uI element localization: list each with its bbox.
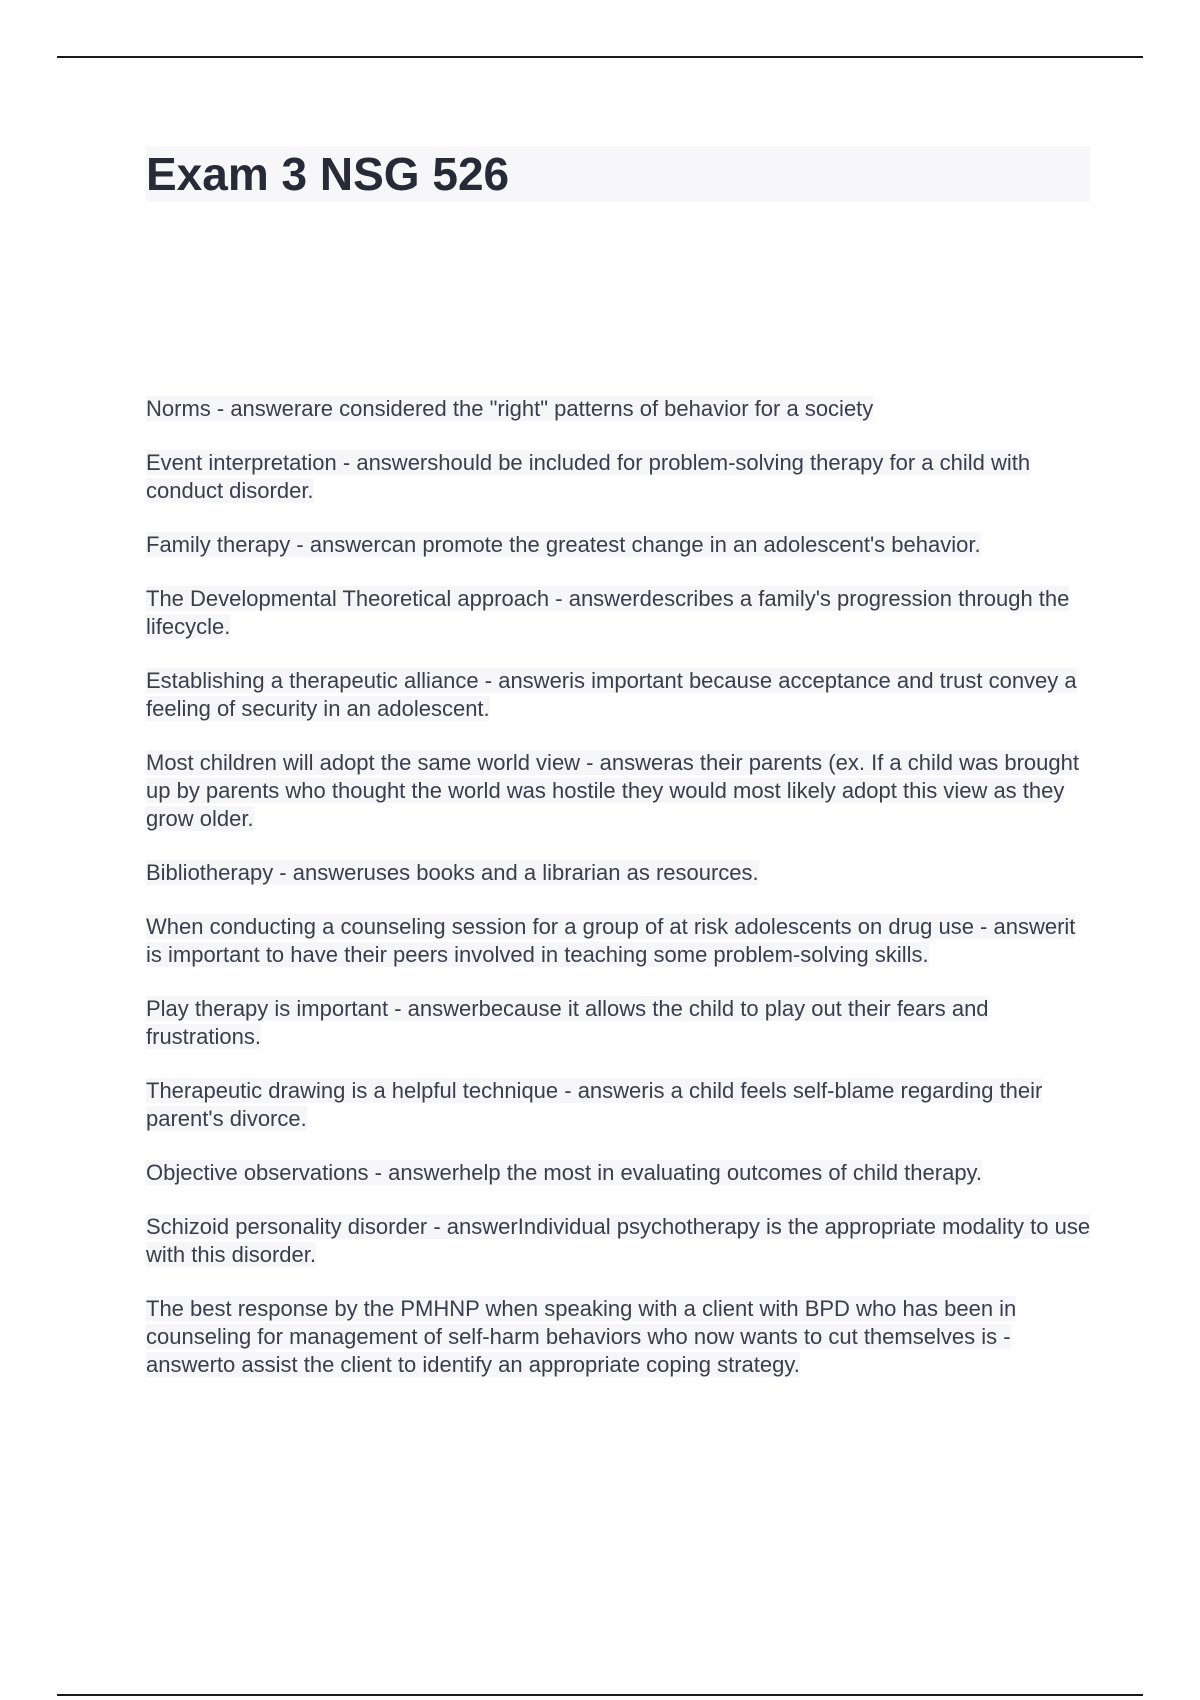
qa-item: [146, 449, 1092, 505]
qa-item-text: The best response by the PMHNP when speaking with a client with BPD who has been in counseling for management of self-harm behaviors who now wants to cut themselves is - answerto assist the client to identify an appropriate coping strategy.: [146, 1296, 1017, 1377]
qa-item-text: Bibliotherapy - answeruses books and a librarian as resources.: [146, 860, 759, 885]
qa-item-text: Norms - answerare considered the "right" patterns of behavior for a society: [146, 396, 874, 421]
qa-item-text: Objective observations - answerhelp the most in evaluating outcomes of child therapy.: [146, 1160, 983, 1185]
qa-item: [146, 667, 1092, 723]
qa-item: [146, 1077, 1092, 1133]
qa-item: [146, 585, 1092, 641]
qa-item: [146, 395, 1092, 423]
qa-item: [146, 1213, 1092, 1269]
qa-item: [146, 749, 1092, 833]
qa-item-text: The Developmental Theoretical approach - answerdescribes a family's progression through the lifecycle.: [146, 586, 1070, 639]
qa-item-text: Family therapy - answercan promote the greatest change in an adolescent's behavior.: [146, 532, 981, 557]
top-rule: [57, 56, 1143, 58]
qa-item-text: Play therapy is important - answerbecause it allows the child to play out their fears and frustrations.: [146, 996, 989, 1049]
qa-item: [146, 531, 1092, 559]
qa-item: [146, 1159, 1092, 1187]
qa-item: [146, 859, 1092, 887]
qa-item: [146, 995, 1092, 1051]
qa-item-text: Schizoid personality disorder - answerIndividual psychotherapy is the appropriate modality to use with this disorder.: [146, 1214, 1091, 1267]
qa-list: [146, 395, 1092, 1405]
qa-item: [146, 913, 1092, 969]
qa-item: [146, 1295, 1092, 1379]
qa-item-text: Event interpretation - answershould be included for problem-solving therapy for a child with conduct disorder.: [146, 450, 1031, 503]
bottom-rule: [57, 1694, 1143, 1696]
qa-item-text: When conducting a counseling session for a group of at risk adolescents on drug use - answerit is important to have their peers involved in teaching some problem-solving skills.: [146, 914, 1076, 967]
qa-item-text: Therapeutic drawing is a helpful technique - answeris a child feels self-blame regarding their parent's divorce.: [146, 1078, 1043, 1131]
document-title: Exam 3 NSG 526: [146, 146, 1090, 202]
qa-item-text: Establishing a therapeutic alliance - answeris important because acceptance and trust convey a feeling of security in an adolescent.: [146, 668, 1077, 721]
qa-item-text: Most children will adopt the same world view - answeras their parents (ex. If a child was brought up by parents who thought the world was hostile they would most likely adopt this view as they grow older.: [146, 750, 1079, 831]
